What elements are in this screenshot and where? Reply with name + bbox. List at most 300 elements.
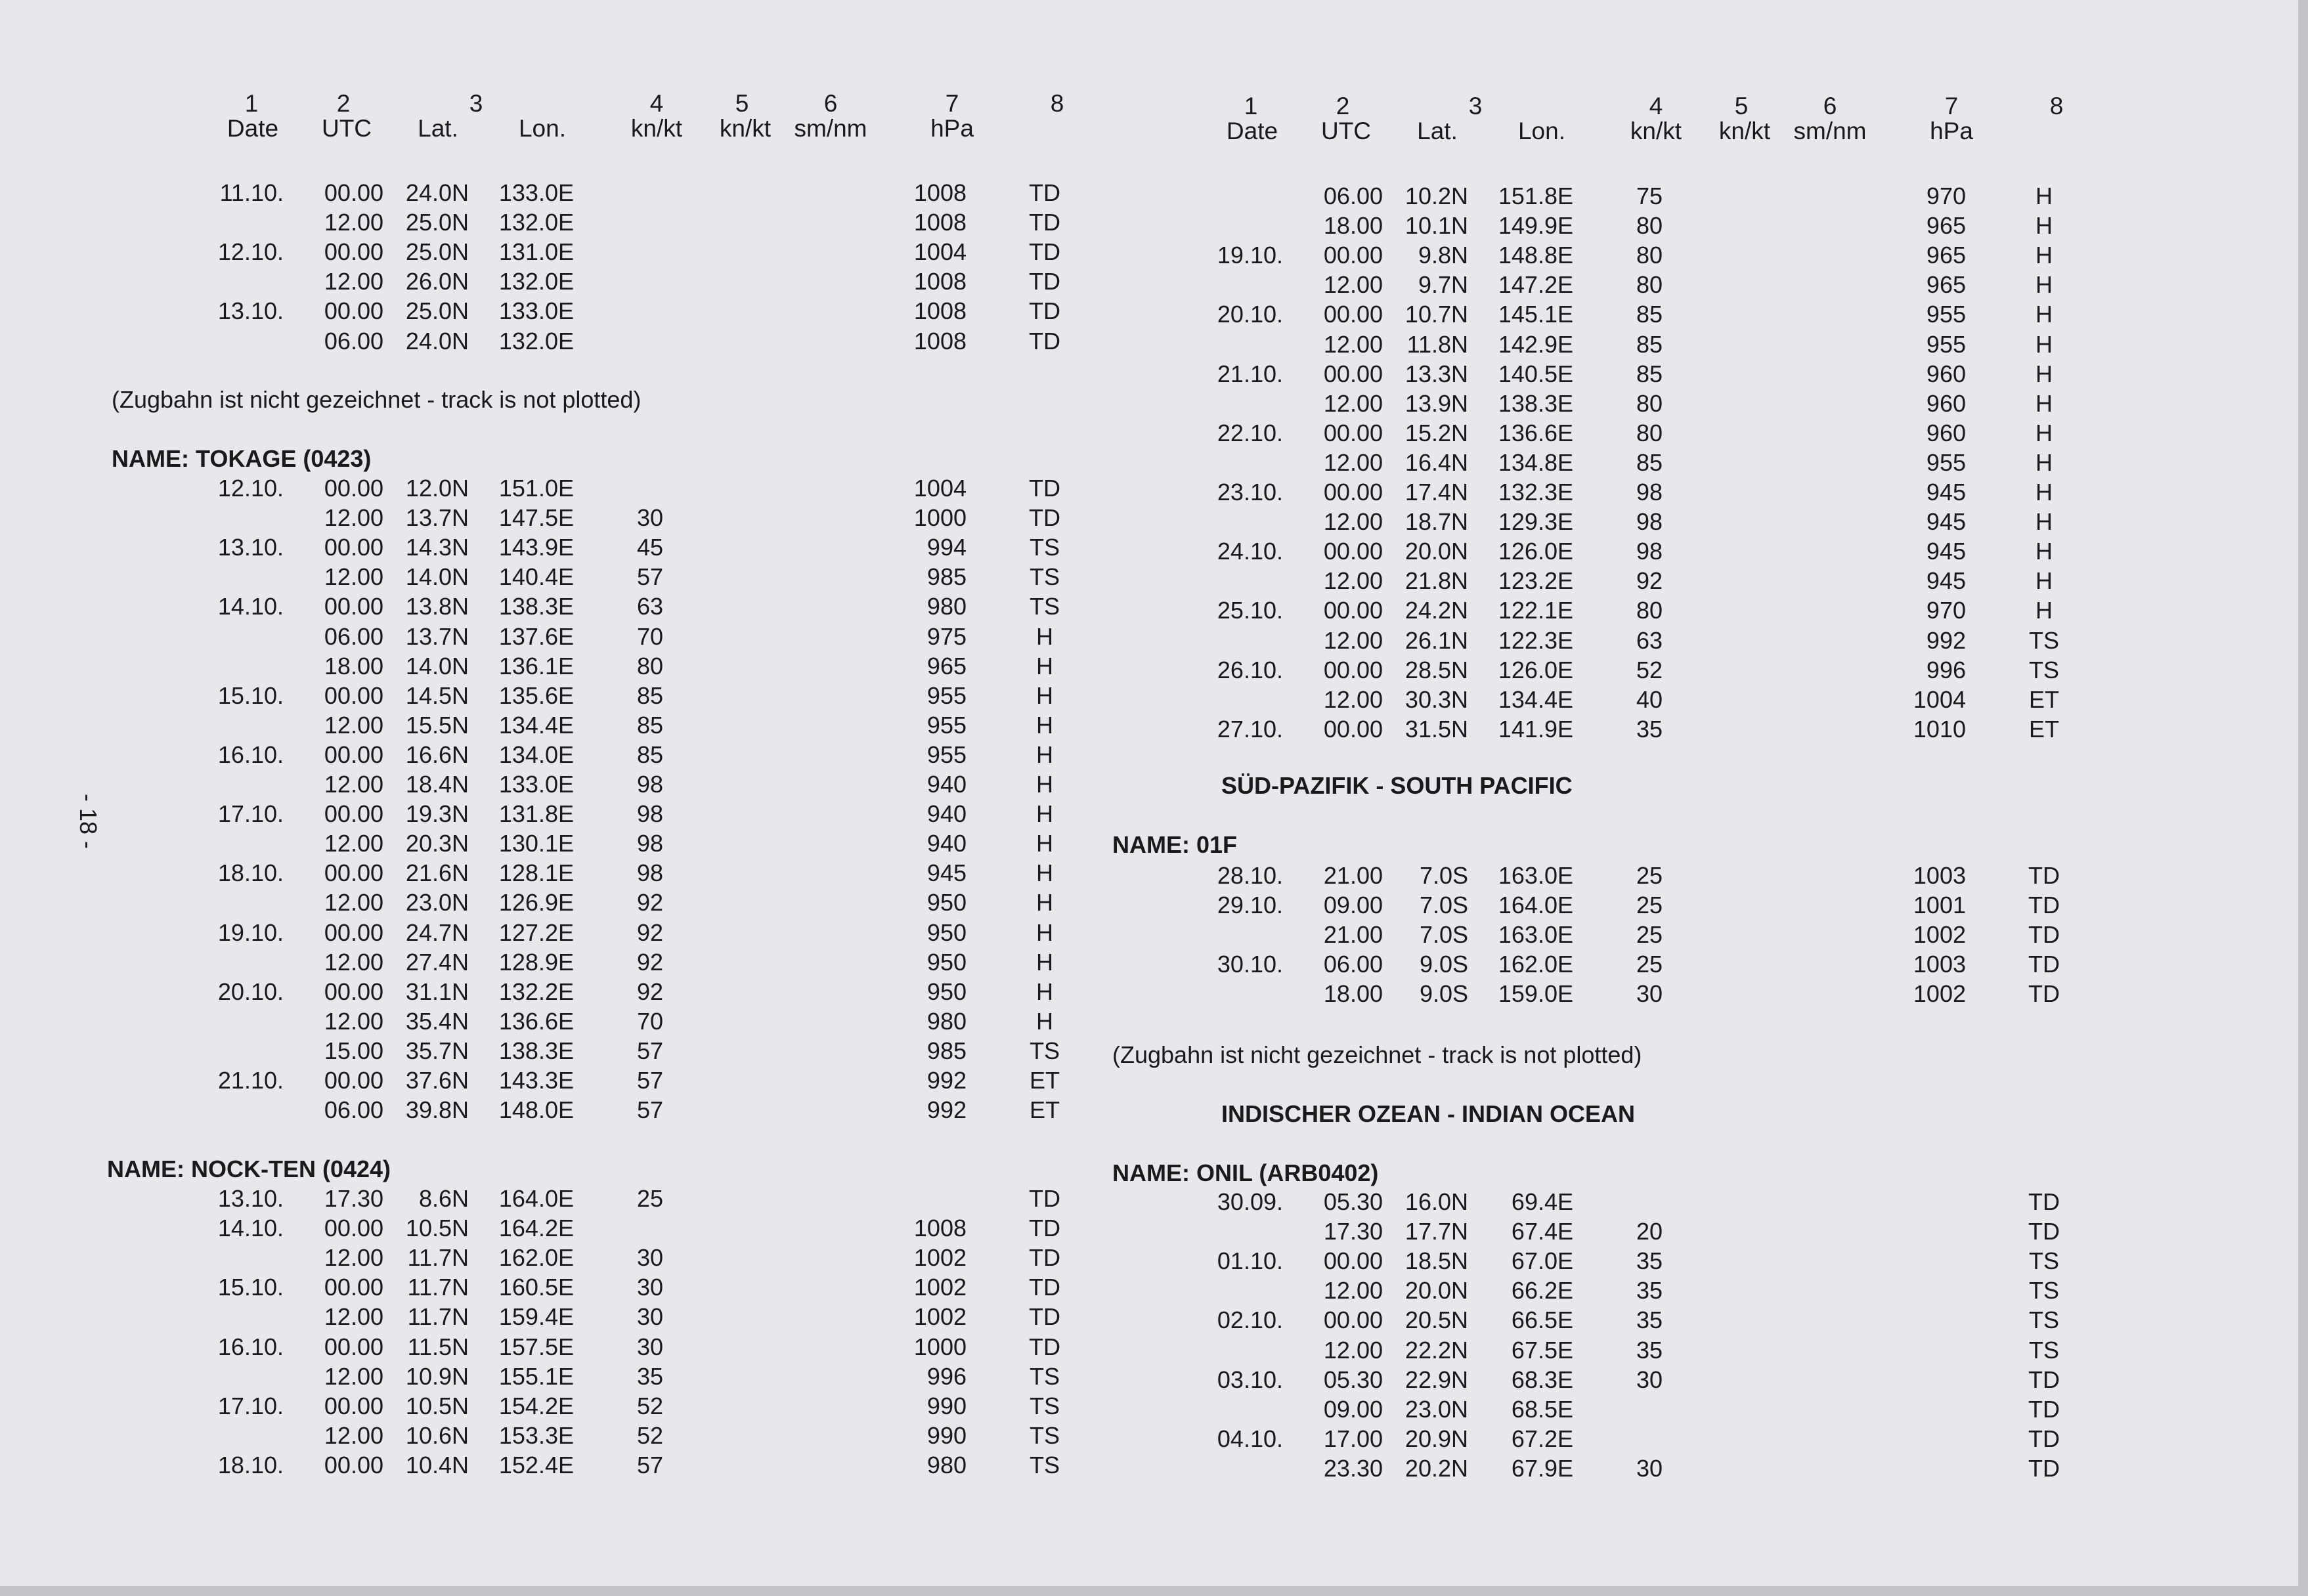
lat-cell: 10.5N: [405, 1392, 469, 1419]
table-row: [999, 1187, 2060, 1217]
table-row: [999, 240, 2053, 270]
class-cell: TS: [2028, 1277, 2059, 1305]
lat-cell: 37.6N: [405, 1067, 469, 1094]
lat-cell: 18.7N: [1404, 508, 1468, 536]
pressure-cell: 1002: [1913, 980, 1966, 1008]
class-cell: H: [1036, 859, 1053, 887]
column-label: hPa: [1930, 118, 1973, 144]
column-number: 7: [945, 90, 959, 117]
table-row: [0, 888, 1051, 917]
class-cell: H: [1036, 681, 1053, 709]
lon-cell: 126.9E: [498, 889, 574, 917]
utc-cell: 00.00: [324, 1067, 383, 1094]
class-cell: H: [1036, 889, 1053, 917]
pressure-cell: 994: [926, 534, 967, 561]
lat-cell: 13.9N: [1404, 389, 1468, 417]
lon-cell: 131.8E: [498, 800, 574, 828]
column-label: Lat.: [1417, 118, 1458, 144]
utc-cell: 17.00: [1323, 1425, 1383, 1452]
lon-cell: 141.9E: [1498, 715, 1573, 743]
lon-cell: 143.3E: [498, 1067, 574, 1094]
lon-cell: 134.4E: [1498, 685, 1573, 713]
table-row: [999, 890, 2060, 920]
utc-cell: 12.00: [324, 504, 383, 532]
date-cell: 29.10.: [1217, 892, 1283, 919]
pressure-cell: 950: [926, 978, 967, 1005]
column-number: 1: [244, 90, 259, 117]
lon-cell: 126.0E: [1498, 656, 1573, 683]
lat-cell: 13.8N: [405, 593, 469, 620]
table-row: [0, 267, 1060, 296]
utc-cell: 00.00: [1323, 242, 1383, 269]
class-cell: TD: [2028, 921, 2060, 949]
lon-cell: 130.1E: [498, 830, 574, 857]
pressure-cell: 1008: [913, 327, 967, 355]
column-number: 8: [2049, 93, 2064, 119]
lat-cell: 10.4N: [405, 1451, 469, 1478]
column-number: 3: [1468, 93, 1483, 119]
pressure-cell: 1002: [913, 1274, 967, 1301]
pressure-cell: 960: [1926, 360, 1966, 387]
wind-cell: 35: [1636, 1277, 1663, 1305]
class-cell: H: [1036, 978, 1053, 1005]
lat-cell: 14.5N: [405, 681, 469, 709]
utc-cell: 18.00: [1323, 212, 1383, 240]
lat-cell: 17.7N: [1404, 1218, 1468, 1245]
lon-cell: 147.5E: [498, 504, 574, 532]
wind-cell: 80: [636, 652, 663, 679]
class-cell: TS: [1029, 1392, 1060, 1419]
region-heading-indian-ocean: INDISCHER OZEAN - INDIAN OCEAN: [1221, 1100, 1636, 1127]
pressure-cell: 1008: [913, 268, 967, 295]
lon-cell: 132.0E: [498, 268, 574, 295]
class-cell: TD: [2028, 1454, 2060, 1482]
lon-cell: 136.6E: [1498, 419, 1573, 446]
class-cell: TD: [1029, 475, 1060, 502]
wind-cell: 92: [636, 889, 663, 917]
table-row: [999, 714, 2059, 744]
lat-cell: 7.0S: [1419, 862, 1468, 889]
utc-cell: 12.00: [1323, 1336, 1383, 1364]
date-cell: 15.10.: [217, 681, 284, 709]
wind-cell: 70: [636, 1007, 663, 1035]
column-label: kn/kt: [1630, 118, 1682, 144]
class-cell: TD: [1029, 1215, 1060, 1242]
utc-cell: 00.00: [324, 593, 383, 620]
wind-cell: 45: [636, 534, 663, 561]
lon-cell: 148.0E: [498, 1096, 574, 1124]
utc-cell: 12.00: [1323, 626, 1383, 654]
class-cell: TD: [1029, 209, 1060, 236]
lat-cell: 27.4N: [405, 948, 469, 976]
utc-cell: 12.00: [1323, 330, 1383, 358]
column-number: 5: [735, 90, 749, 117]
class-cell: ET: [1029, 1067, 1060, 1094]
date-cell: 24.10.: [1217, 538, 1283, 565]
utc-cell: 12.00: [1323, 508, 1383, 536]
lat-cell: 15.2N: [1404, 419, 1468, 446]
pressure-cell: 955: [926, 681, 967, 709]
utc-cell: 12.00: [324, 1421, 383, 1449]
table-row: [0, 1006, 1051, 1036]
table-row: [0, 592, 1060, 621]
wind-cell: 25: [1636, 951, 1663, 978]
class-cell: H: [2036, 301, 2053, 328]
lat-cell: 14.0N: [405, 563, 469, 591]
date-cell: 17.10.: [217, 1392, 284, 1419]
column-number: 6: [1823, 93, 1837, 119]
lon-cell: 129.3E: [1498, 508, 1573, 536]
lat-cell: 20.5N: [1404, 1306, 1468, 1334]
table-row: [0, 1421, 1060, 1450]
class-cell: H: [1036, 711, 1053, 739]
lat-cell: 24.2N: [1404, 597, 1468, 624]
lat-cell: 8.6N: [418, 1185, 469, 1212]
pressure-cell: 1008: [913, 179, 967, 206]
class-cell: TD: [1029, 268, 1060, 295]
lon-cell: 164.0E: [498, 1185, 574, 1212]
table-row: [0, 473, 1060, 503]
class-cell: ET: [1029, 1096, 1060, 1124]
column-number: 3: [469, 90, 483, 117]
date-cell: 03.10.: [1217, 1366, 1283, 1393]
lat-cell: 31.5N: [1404, 715, 1468, 743]
utc-cell: 12.00: [1323, 567, 1383, 595]
date-cell: 21.10.: [217, 1067, 284, 1094]
lon-cell: 132.0E: [498, 327, 574, 355]
utc-cell: 12.00: [324, 1244, 383, 1272]
class-cell: H: [1036, 622, 1053, 650]
table-row: [999, 270, 2053, 299]
track-note: (Zugbahn ist nicht gezeichnet - track is not plotted): [1112, 1041, 1642, 1068]
pressure-cell: 970: [1926, 597, 1966, 624]
lat-cell: 35.7N: [405, 1037, 469, 1064]
lon-cell: 134.0E: [498, 741, 574, 768]
lat-cell: 10.6N: [405, 1421, 469, 1449]
lat-cell: 11.5N: [407, 1333, 469, 1360]
date-cell: 28.10.: [1217, 862, 1283, 889]
utc-cell: 18.00: [1323, 980, 1383, 1008]
wind-cell: 80: [1636, 389, 1663, 417]
date-cell: 30.09.: [1217, 1188, 1283, 1215]
column-label: hPa: [930, 115, 974, 142]
wind-cell: 92: [636, 948, 663, 976]
date-cell: 11.10.: [219, 179, 284, 206]
class-cell: H: [2036, 567, 2053, 595]
lon-cell: 163.0E: [1498, 921, 1573, 949]
pressure-cell: 965: [1926, 212, 1966, 240]
utc-cell: 06.00: [1323, 183, 1383, 209]
lon-cell: 159.0E: [1498, 980, 1573, 1008]
utc-cell: 00.00: [324, 179, 383, 206]
wind-cell: 30: [636, 1303, 663, 1331]
class-cell: TD: [2028, 1218, 2060, 1245]
table-row: [0, 1450, 1060, 1480]
lon-cell: 149.9E: [1498, 212, 1573, 240]
class-cell: H: [2036, 448, 2053, 476]
pressure-cell: 945: [1926, 567, 1966, 595]
table-row: [999, 979, 2060, 1008]
wind-cell: 92: [636, 918, 663, 946]
class-cell: TS: [1029, 563, 1060, 591]
pressure-cell: 940: [926, 771, 967, 798]
lon-cell: 69.4E: [1511, 1188, 1573, 1215]
wind-cell: 85: [636, 711, 663, 739]
pressure-cell: 950: [926, 889, 967, 917]
lat-cell: 20.0N: [1404, 1277, 1468, 1305]
table-row: [999, 299, 2053, 329]
utc-cell: 12.00: [324, 268, 383, 295]
page-number: - 18 -: [75, 793, 102, 850]
pressure-cell: 980: [926, 593, 967, 620]
class-cell: TD: [2028, 951, 2060, 978]
utc-cell: 06.00: [324, 1096, 383, 1124]
wind-cell: 57: [636, 1096, 663, 1124]
table-row: [999, 566, 2053, 595]
pressure-cell: 1002: [913, 1244, 967, 1272]
lon-cell: 134.8E: [1498, 448, 1573, 476]
utc-cell: 00.00: [1323, 419, 1383, 446]
date-cell: 22.10.: [1217, 419, 1283, 446]
utc-cell: 00.00: [1323, 360, 1383, 387]
table-row: [999, 211, 2053, 240]
date-cell: 13.10.: [217, 1185, 284, 1212]
lat-cell: 30.3N: [1404, 685, 1468, 713]
table-row: [0, 1066, 1060, 1095]
table-row: [0, 1391, 1060, 1421]
class-cell: H: [1036, 800, 1053, 828]
pressure-cell: 1002: [1913, 921, 1966, 949]
lon-cell: 138.3E: [498, 1037, 574, 1064]
column-number: 2: [1336, 93, 1350, 119]
pressure-cell: 1001: [1913, 892, 1966, 919]
wind-cell: 85: [636, 681, 663, 709]
pressure-cell: 1008: [913, 297, 967, 325]
pressure-cell: 965: [926, 652, 967, 679]
lon-cell: 145.1E: [1498, 301, 1573, 328]
class-cell: TD: [1029, 1333, 1060, 1360]
wind-cell: 63: [636, 593, 663, 620]
utc-cell: 00.00: [324, 800, 383, 828]
lon-cell: 140.4E: [498, 563, 574, 591]
table-row: [999, 448, 2053, 477]
table-row: [0, 829, 1051, 858]
pressure-cell: 1002: [913, 1303, 967, 1331]
table-row: [999, 1424, 2060, 1454]
wind-cell: 85: [1636, 360, 1663, 387]
wind-cell: 30: [1636, 1366, 1663, 1393]
utc-cell: 12.00: [324, 948, 383, 976]
wind-cell: 25: [1636, 892, 1663, 919]
pressure-cell: 955: [1926, 301, 1966, 328]
class-cell: H: [2036, 330, 2053, 358]
lon-cell: 122.1E: [1498, 597, 1573, 624]
wind-cell: 80: [1636, 419, 1663, 446]
class-cell: TS: [2028, 656, 2059, 683]
date-cell: 13.10.: [217, 534, 284, 561]
class-cell: H: [2036, 479, 2053, 506]
wind-cell: 30: [636, 1274, 663, 1301]
lon-cell: 135.6E: [498, 681, 574, 709]
date-cell: 30.10.: [1217, 951, 1283, 978]
pressure-cell: 992: [926, 1067, 967, 1094]
table-row: [999, 595, 2053, 625]
utc-cell: 15.00: [324, 1037, 383, 1064]
class-cell: TD: [2028, 862, 2060, 889]
lat-cell: 25.0N: [405, 209, 469, 236]
lon-cell: 67.5E: [1511, 1336, 1573, 1364]
utc-cell: 12.00: [1323, 448, 1383, 476]
lat-cell: 25.0N: [405, 238, 469, 266]
utc-cell: 21.00: [1323, 862, 1383, 889]
utc-cell: 06.00: [324, 327, 383, 355]
lon-cell: 151.0E: [498, 475, 574, 502]
table-row: [999, 626, 2059, 655]
date-cell: 26.10.: [1217, 656, 1283, 683]
pressure-cell: 996: [926, 1362, 967, 1390]
lon-cell: 67.2E: [1511, 1425, 1573, 1452]
utc-cell: 18.00: [324, 652, 383, 679]
date-cell: 17.10.: [217, 800, 284, 828]
column-number: 1: [1244, 93, 1258, 119]
table-row: [0, 651, 1051, 681]
date-cell: 23.10.: [1217, 479, 1283, 506]
utc-cell: 00.00: [324, 475, 383, 502]
lat-cell: 13.7N: [405, 504, 469, 532]
table-row: [999, 389, 2053, 418]
utc-cell: 06.00: [324, 622, 383, 650]
lon-cell: 136.1E: [498, 652, 574, 679]
lon-cell: 67.4E: [1511, 1218, 1573, 1245]
utc-cell: 12.00: [324, 1362, 383, 1390]
lat-cell: 31.1N: [405, 978, 469, 1005]
wind-cell: 92: [1636, 567, 1663, 595]
class-cell: TD: [1029, 1274, 1060, 1301]
lat-cell: 23.0N: [405, 889, 469, 917]
lon-cell: 134.4E: [498, 711, 574, 739]
lat-cell: 10.2N: [1404, 183, 1468, 209]
lat-cell: 26.1N: [1404, 626, 1468, 654]
table-row: [0, 622, 1051, 651]
pressure-cell: 1004: [1913, 685, 1966, 713]
lat-cell: 18.5N: [1404, 1247, 1468, 1275]
wind-cell: 85: [1636, 448, 1663, 476]
pressure-cell: 1003: [1913, 951, 1966, 978]
lat-cell: 21.6N: [405, 859, 469, 887]
column-label: kn/kt: [719, 115, 772, 142]
wind-cell: 35: [1636, 1306, 1663, 1334]
table-row: [0, 799, 1051, 829]
lat-cell: 19.3N: [405, 800, 469, 828]
pressure-cell: 965: [1926, 271, 1966, 299]
date-cell: 16.10.: [217, 1333, 284, 1360]
pressure-cell: 940: [926, 800, 967, 828]
wind-cell: 85: [1636, 330, 1663, 358]
lon-cell: 163.0E: [1498, 862, 1573, 889]
pressure-cell: 965: [1926, 242, 1966, 269]
lon-cell: 132.0E: [498, 209, 574, 236]
table-row: [999, 949, 2060, 979]
lon-cell: 123.2E: [1498, 567, 1573, 595]
utc-cell: 12.00: [324, 209, 383, 236]
date-cell: 20.10.: [217, 978, 284, 1005]
pressure-cell: 950: [926, 918, 967, 946]
class-cell: H: [1036, 830, 1053, 857]
table-row: [0, 326, 1060, 356]
wind-cell: 57: [636, 1451, 663, 1478]
lat-cell: 23.0N: [1404, 1395, 1468, 1423]
utc-cell: 00.00: [324, 1274, 383, 1301]
table-row: [0, 918, 1051, 947]
class-cell: TD: [1029, 504, 1060, 532]
wind-cell: 35: [636, 1362, 663, 1390]
utc-cell: 12.00: [324, 1303, 383, 1331]
lat-cell: 22.2N: [1404, 1336, 1468, 1364]
utc-cell: 00.00: [324, 741, 383, 768]
date-cell: 18.10.: [217, 1451, 284, 1478]
lat-cell: 13.7N: [405, 622, 469, 650]
track-note: (Zugbahn ist nicht gezeichnet - track is not plotted): [112, 386, 642, 413]
utc-cell: 00.00: [324, 297, 383, 325]
lon-cell: 133.0E: [498, 297, 574, 325]
class-cell: TD: [2028, 892, 2060, 919]
class-cell: ET: [2028, 715, 2059, 743]
column-label: Date: [227, 115, 279, 142]
class-cell: H: [2036, 597, 2053, 624]
utc-cell: 12.00: [324, 771, 383, 798]
table-row: [999, 1276, 2059, 1305]
lon-cell: 164.0E: [1498, 892, 1573, 919]
wind-cell: 98: [1636, 508, 1663, 536]
lat-cell: 26.0N: [405, 268, 469, 295]
column-label: UTC: [1320, 118, 1372, 144]
lat-cell: 22.9N: [1404, 1366, 1468, 1393]
column-number: 6: [823, 90, 838, 117]
table-row: [999, 477, 2053, 507]
storm-name-01f: NAME: 01F: [1112, 831, 1238, 858]
utc-cell: 00.00: [324, 534, 383, 561]
wind-cell: 85: [636, 741, 663, 768]
utc-cell: 12.00: [1323, 389, 1383, 417]
column-label: UTC: [321, 115, 372, 142]
column-label: Lat.: [418, 115, 458, 142]
pressure-cell: 990: [926, 1421, 967, 1449]
wind-cell: 98: [1636, 479, 1663, 506]
date-cell: 19.10.: [217, 918, 284, 946]
class-cell: TS: [1029, 593, 1060, 620]
wind-cell: 80: [1636, 597, 1663, 624]
lon-cell: 159.4E: [498, 1303, 574, 1331]
wind-cell: 35: [1636, 715, 1663, 743]
date-cell: 01.10.: [1217, 1247, 1283, 1275]
table-row: [999, 1217, 2060, 1246]
date-cell: 14.10.: [217, 593, 284, 620]
table-row: [0, 769, 1051, 799]
date-cell: 04.10.: [1217, 1425, 1283, 1452]
date-cell: 15.10.: [217, 1274, 284, 1301]
pressure-cell: 955: [926, 741, 967, 768]
wind-cell: 98: [636, 859, 663, 887]
lat-cell: 20.9N: [1404, 1425, 1468, 1452]
class-cell: H: [1036, 1007, 1053, 1035]
wind-cell: 52: [1636, 656, 1663, 683]
wind-cell: 57: [636, 1037, 663, 1064]
lon-cell: 67.9E: [1511, 1454, 1573, 1482]
pressure-cell: 1008: [913, 1215, 967, 1242]
class-cell: TD: [2028, 1366, 2060, 1393]
pressure-cell: 940: [926, 830, 967, 857]
class-cell: H: [1036, 652, 1053, 679]
